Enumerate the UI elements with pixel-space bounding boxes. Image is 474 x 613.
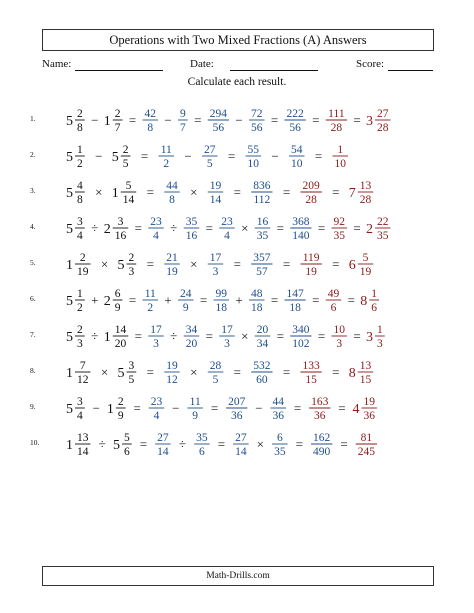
problem-row [0, 246, 474, 282]
denominator: 2 [77, 302, 83, 314]
denominator: 6 [371, 302, 377, 314]
problem-number: 7. [30, 330, 36, 339]
numerator: 111 [328, 108, 345, 120]
denominator: 8 [169, 194, 175, 206]
info-row [42, 58, 434, 74]
whole-number: 7 [348, 186, 356, 201]
operator-symbol: = [293, 400, 302, 416]
denominator: 4 [224, 230, 230, 242]
whole-number: 2 [366, 222, 373, 237]
numerator: 44 [272, 396, 284, 408]
numerator: 3 [117, 216, 124, 228]
denominator: 5 [206, 158, 213, 170]
operator-symbol: ÷ [170, 328, 178, 344]
whole-number: 1 [103, 330, 111, 345]
operator-symbol: = [353, 328, 361, 344]
numerator: 119 [302, 252, 320, 264]
problem-row [0, 282, 474, 318]
numerator: 2 [77, 108, 83, 120]
denominator: 3 [212, 266, 219, 278]
whole-number: 1 [66, 438, 73, 453]
denominator: 19 [77, 266, 89, 278]
whole-number: 3 [366, 330, 373, 345]
operator-symbol: = [134, 220, 142, 236]
operator-symbol: = [140, 148, 149, 164]
denominator: 7 [114, 122, 121, 134]
denominator: 14 [157, 446, 169, 458]
operator-symbol: − [235, 112, 243, 128]
numerator: 1 [337, 144, 344, 156]
whole-number: 1 [103, 114, 111, 129]
operator-symbol: = [270, 292, 279, 308]
denominator: 12 [77, 374, 89, 386]
operator-symbol: = [233, 364, 241, 380]
numerator: 54 [291, 144, 303, 156]
numerator: 19 [363, 396, 375, 408]
problem-row [0, 102, 474, 138]
whole-number: 5 [112, 438, 120, 453]
denominator: 14 [235, 446, 247, 458]
denominator: 10 [291, 158, 303, 170]
numerator: 2 [122, 144, 129, 156]
operator-symbol: = [146, 364, 154, 380]
operator-symbol: × [100, 364, 109, 380]
numerator: 72 [251, 108, 263, 120]
whole-number: 4 [352, 402, 360, 417]
denominator: 35 [377, 230, 389, 242]
denominator: 35 [256, 230, 269, 242]
operator-symbol: = [128, 292, 137, 308]
numerator: 1 [377, 324, 383, 336]
numerator: 81 [360, 432, 373, 444]
whole-number: 5 [117, 258, 125, 273]
denominator: 10 [247, 158, 259, 170]
numerator: 162 [313, 432, 331, 444]
numerator: 20 [256, 324, 269, 336]
whole-number: 5 [66, 150, 73, 165]
whole-number: 5 [66, 294, 73, 309]
operator-symbol: = [194, 112, 202, 128]
denominator: 35 [274, 446, 286, 458]
numerator: 92 [333, 216, 345, 228]
denominator: 34 [256, 338, 269, 350]
operator-symbol: × [241, 328, 249, 344]
denominator: 14 [209, 194, 222, 206]
denominator: 28 [359, 194, 372, 206]
numerator: 294 [209, 108, 227, 120]
operator-symbol: = [139, 436, 148, 452]
numerator: 23 [150, 216, 162, 228]
whole-number: 3 [366, 114, 373, 129]
denominator: 9 [114, 302, 121, 314]
denominator: 6 [123, 446, 130, 458]
numerator: 5 [123, 432, 130, 444]
operator-symbol: = [314, 148, 323, 164]
numerator: 27 [235, 432, 247, 444]
operator-symbol: × [190, 256, 198, 272]
numerator: 17 [209, 252, 222, 264]
problem-row [0, 138, 474, 174]
operator-symbol: ÷ [170, 220, 178, 236]
problem-row [0, 210, 474, 246]
numerator: 1 [77, 288, 83, 300]
operator-symbol: − [255, 400, 263, 416]
operator-symbol: = [332, 256, 340, 272]
operator-symbol: × [95, 184, 103, 200]
numerator: 49 [327, 288, 340, 300]
operator-symbol: + [91, 292, 99, 308]
problem-expression [0, 282, 474, 318]
numerator: 55 [247, 144, 259, 156]
denominator: 2 [77, 158, 83, 170]
numerator: 209 [302, 180, 320, 192]
denominator: 5 [212, 374, 219, 386]
score-field[interactable] [388, 70, 433, 71]
whole-number: 5 [66, 186, 73, 201]
problem-number: 4. [30, 222, 36, 231]
whole-number: 8 [348, 366, 356, 381]
problem-number: 1. [30, 114, 36, 123]
numerator: 4 [77, 180, 83, 192]
operator-symbol: × [190, 184, 198, 200]
denominator: 20 [114, 338, 127, 350]
problem-expression [0, 354, 474, 390]
problem-row [0, 390, 474, 426]
denominator: 3 [77, 338, 83, 350]
denominator: 3 [336, 338, 343, 350]
numerator: 27 [204, 144, 216, 156]
operator-symbol: = [340, 436, 348, 452]
numerator: 23 [221, 216, 233, 228]
numerator: 3 [128, 360, 135, 372]
denominator: 10 [334, 158, 346, 170]
numerator: 7 [79, 360, 86, 372]
denominator: 245 [357, 446, 375, 458]
problem-number: 8. [30, 366, 36, 375]
operator-symbol: − [184, 148, 192, 164]
numerator: 5 [362, 252, 369, 264]
numerator: 23 [150, 396, 163, 408]
date-field[interactable] [230, 70, 318, 71]
whole-number: 5 [66, 330, 73, 345]
denominator: 56 [251, 122, 263, 134]
whole-number: 5 [111, 150, 119, 165]
problem-number: 5. [30, 258, 36, 267]
operator-symbol: − [271, 148, 279, 164]
numerator: 28 [209, 360, 222, 372]
denominator: 36 [313, 410, 326, 422]
denominator: 2 [163, 158, 170, 170]
problem-row [0, 426, 474, 462]
whole-number: 5 [117, 366, 125, 381]
numerator: 207 [228, 396, 246, 408]
operator-symbol: = [227, 148, 236, 164]
denominator: 7 [180, 122, 186, 134]
numerator: 222 [286, 108, 304, 120]
problem-expression [0, 246, 474, 282]
operator-symbol: ÷ [178, 436, 186, 452]
numerator: 34 [185, 324, 198, 336]
whole-number: 2 [103, 222, 111, 237]
operator-symbol: = [353, 220, 361, 236]
denominator: 57 [256, 266, 268, 278]
problem-expression [0, 318, 474, 354]
denominator: 6 [330, 302, 337, 314]
denominator: 4 [77, 410, 83, 422]
numerator: 14 [114, 324, 127, 336]
denominator: 15 [359, 374, 372, 386]
denominator: 4 [153, 230, 159, 242]
operator-symbol: − [95, 148, 103, 164]
problem-expression [0, 174, 474, 210]
denominator: 3 [224, 338, 230, 350]
denominator: 56 [289, 122, 301, 134]
operator-symbol: × [190, 364, 198, 380]
numerator: 133 [302, 360, 320, 372]
numerator: 22 [377, 216, 389, 228]
numerator: 1 [77, 144, 83, 156]
numerator: 147 [286, 288, 304, 300]
operator-symbol: = [134, 328, 142, 344]
numerator: 6 [114, 288, 121, 300]
denominator: 16 [185, 230, 198, 242]
numerator: 2 [77, 324, 83, 336]
denominator: 3 [153, 338, 159, 350]
denominator: 3 [128, 266, 135, 278]
denominator: 16 [114, 230, 127, 242]
operator-symbol: = [210, 400, 219, 416]
denominator: 19 [166, 266, 178, 278]
denominator: 9 [117, 410, 124, 422]
operator-symbol: = [205, 220, 213, 236]
operator-symbol: = [295, 436, 303, 452]
denominator: 28 [330, 122, 343, 134]
numerator: 17 [221, 324, 233, 336]
operator-symbol: = [276, 220, 284, 236]
operator-symbol: ÷ [98, 436, 106, 452]
operator-symbol: = [338, 400, 346, 416]
name-field[interactable] [75, 70, 163, 71]
numerator: 2 [128, 252, 135, 264]
numerator: 16 [256, 216, 269, 228]
numerator: 9 [180, 108, 186, 120]
problem-number: 2. [30, 150, 36, 159]
denominator: 4 [153, 410, 160, 422]
operator-symbol: × [256, 436, 265, 452]
operator-symbol: = [146, 256, 154, 272]
operator-symbol: = [270, 112, 279, 128]
denominator: 36 [272, 410, 284, 422]
numerator: 11 [189, 396, 201, 408]
worksheet-title: Operations with Two Mixed Fractions (A) Answers [42, 29, 434, 51]
whole-number: 1 [66, 366, 73, 381]
whole-number: 1 [106, 402, 114, 417]
problem-row [0, 354, 474, 390]
numerator: 24 [180, 288, 192, 300]
problem-number: 10. [30, 438, 40, 447]
operator-symbol: = [217, 436, 226, 452]
denominator: 8 [77, 194, 83, 206]
denominator: 9 [182, 302, 189, 314]
denominator: 15 [305, 374, 317, 386]
numerator: 27 [377, 108, 389, 120]
problem-number: 9. [30, 402, 36, 411]
denominator: 5 [122, 158, 129, 170]
whole-number: 5 [66, 402, 73, 417]
operator-symbol: = [332, 364, 340, 380]
whole-number: 2 [103, 294, 111, 309]
denominator: 4 [77, 230, 83, 242]
numerator: 11 [160, 144, 172, 156]
denominator: 36 [363, 410, 375, 422]
denominator: 36 [230, 410, 243, 422]
operator-symbol: − [92, 400, 100, 416]
operator-symbol: = [317, 220, 326, 236]
operator-symbol: ÷ [91, 220, 99, 236]
problem-row [0, 318, 474, 354]
numerator: 44 [166, 180, 178, 192]
operator-symbol: − [172, 400, 180, 416]
whole-number: 5 [66, 222, 73, 237]
denominator: 112 [253, 194, 271, 206]
denominator: 140 [292, 230, 310, 242]
numerator: 357 [253, 252, 271, 264]
denominator: 5 [128, 374, 135, 386]
problem-expression [0, 102, 474, 138]
numerator: 3 [77, 216, 83, 228]
denominator: 35 [333, 230, 345, 242]
denominator: 102 [292, 338, 310, 350]
numerator: 368 [292, 216, 310, 228]
denominator: 8 [77, 122, 83, 134]
operator-symbol: = [312, 112, 320, 128]
operator-symbol: + [164, 292, 172, 308]
numerator: 48 [251, 288, 263, 300]
problem-number: 6. [30, 294, 36, 303]
numerator: 2 [79, 252, 86, 264]
numerator: 2 [114, 108, 121, 120]
operator-symbol: + [235, 292, 243, 308]
footer: Math-Drills.com [42, 566, 434, 586]
denominator: 14 [77, 446, 89, 458]
numerator: 13 [77, 432, 89, 444]
operator-symbol: = [282, 256, 291, 272]
numerator: 836 [253, 180, 271, 192]
instructions: Calculate each result. [187, 76, 287, 88]
numerator: 10 [333, 324, 345, 336]
operator-symbol: = [353, 112, 361, 128]
denominator: 3 [377, 338, 383, 350]
whole-number: 8 [360, 294, 368, 309]
operator-symbol: = [317, 328, 326, 344]
denominator: 490 [313, 446, 331, 458]
operator-symbol: − [91, 112, 99, 128]
numerator: 99 [215, 288, 227, 300]
numerator: 5 [125, 180, 132, 192]
denominator: 20 [185, 338, 198, 350]
whole-number: 5 [66, 114, 73, 129]
denominator: 12 [166, 374, 178, 386]
numerator: 3 [77, 396, 83, 408]
name-label: Name: [42, 58, 72, 70]
score-label: Score: [356, 58, 385, 70]
denominator: 28 [377, 122, 389, 134]
operator-symbol: ÷ [91, 328, 99, 344]
operator-symbol: = [133, 400, 141, 416]
denominator: 28 [305, 194, 317, 206]
denominator: 18 [289, 302, 301, 314]
problem-expression [0, 138, 474, 174]
denominator: 6 [199, 446, 205, 458]
numerator: 19 [166, 360, 178, 372]
numerator: 13 [359, 360, 372, 372]
numerator: 27 [157, 432, 169, 444]
problem-row [0, 174, 474, 210]
numerator: 6 [276, 432, 283, 444]
denominator: 56 [212, 122, 225, 134]
operator-symbol: = [347, 292, 355, 308]
denominator: 19 [305, 266, 317, 278]
denominator: 14 [122, 194, 135, 206]
problem-expression [0, 390, 474, 426]
operator-symbol: = [332, 184, 340, 200]
operator-symbol: = [146, 184, 154, 200]
denominator: 18 [215, 302, 227, 314]
operator-symbol: − [164, 112, 172, 128]
numerator: 42 [144, 108, 156, 120]
numerator: 35 [196, 432, 208, 444]
denominator: 8 [147, 122, 154, 134]
whole-number: 1 [111, 186, 119, 201]
numerator: 1 [371, 288, 377, 300]
numerator: 17 [150, 324, 162, 336]
operator-symbol: = [233, 256, 241, 272]
numerator: 11 [144, 288, 156, 300]
operator-symbol: = [199, 292, 208, 308]
numerator: 2 [117, 396, 124, 408]
date-label: Date: [190, 58, 214, 70]
operator-symbol: = [128, 112, 137, 128]
denominator: 18 [251, 302, 263, 314]
problem-number: 3. [30, 186, 36, 195]
whole-number: 1 [66, 258, 73, 273]
denominator: 9 [192, 410, 199, 422]
numerator: 340 [292, 324, 310, 336]
numerator: 532 [253, 360, 271, 372]
denominator: 2 [147, 302, 154, 314]
operator-symbol: = [282, 184, 291, 200]
operator-symbol: × [241, 220, 249, 236]
numerator: 163 [311, 396, 329, 408]
operator-symbol: = [276, 328, 284, 344]
numerator: 21 [166, 252, 178, 264]
problem-expression [0, 210, 474, 246]
numerator: 13 [359, 180, 372, 192]
operator-symbol: = [282, 364, 291, 380]
operator-symbol: × [100, 256, 109, 272]
operator-symbol: = [205, 328, 213, 344]
denominator: 60 [256, 374, 268, 386]
operator-symbol: = [233, 184, 241, 200]
numerator: 35 [185, 216, 198, 228]
denominator: 19 [359, 266, 372, 278]
problem-expression [0, 426, 474, 462]
operator-symbol: = [312, 292, 320, 308]
numerator: 19 [209, 180, 222, 192]
whole-number: 6 [348, 258, 356, 273]
